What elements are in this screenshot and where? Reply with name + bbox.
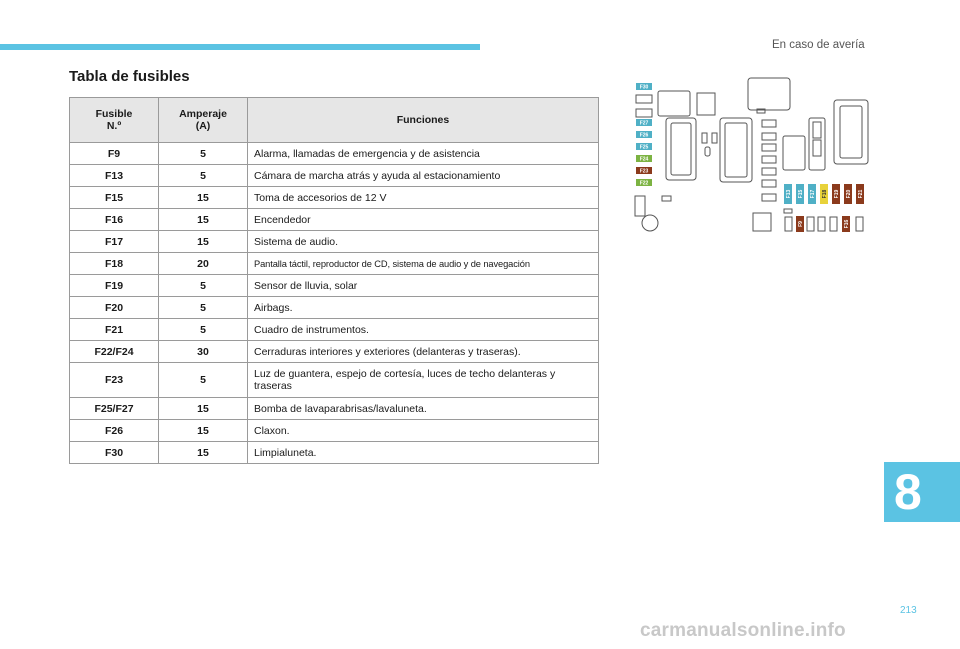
amp-cell: 5: [159, 143, 248, 165]
function-cell: Cerraduras interiores y exteriores (delanteras y traseras).: [248, 341, 599, 363]
amp-cell: 15: [159, 187, 248, 209]
chapter-tab: [884, 462, 960, 522]
fuse-label: F25: [639, 144, 649, 151]
function-cell: Limpialuneta.: [248, 442, 599, 464]
header-fusible: Fusible N.º: [70, 98, 159, 143]
page-title: Tabla de fusibles: [69, 68, 190, 85]
fuse-label: F18: [821, 189, 828, 199]
fuse-cell: F13: [70, 165, 159, 187]
fuse-cell: F9: [70, 143, 159, 165]
fuse-label: F26: [639, 132, 649, 139]
table-row: [70, 253, 599, 275]
table-row: [70, 231, 599, 253]
relay-slot: [783, 136, 805, 170]
function-cell: Sensor de lluvia, solar: [248, 275, 599, 297]
function-cell: Bomba de lavaparabrisas/lavaluneta.: [248, 398, 599, 420]
fuse-label: F16: [843, 219, 850, 229]
amp-cell: 5: [159, 319, 248, 341]
fuse-cell: F23: [70, 363, 159, 398]
amp-cell: 15: [159, 209, 248, 231]
table-row: [70, 297, 599, 319]
function-cell: Alarma, llamadas de emergencia y de asistencia: [248, 143, 599, 165]
amp-cell: 5: [159, 165, 248, 187]
amp-cell: 5: [159, 297, 248, 319]
fuse-label: F22: [639, 180, 649, 187]
fuse-cell: F30: [70, 442, 159, 464]
fuse-slot: [636, 109, 652, 117]
fuse-label: F27: [639, 120, 649, 127]
fuse-cell: F20: [70, 297, 159, 319]
function-cell: Claxon.: [248, 420, 599, 442]
fuse-cell: F26: [70, 420, 159, 442]
amp-cell: 15: [159, 231, 248, 253]
table-row: [70, 143, 599, 165]
amp-cell: 15: [159, 420, 248, 442]
function-cell: Pantalla táctil, reproductor de CD, sistema de audio y de navegación: [248, 253, 599, 275]
function-cell: Sistema de audio.: [248, 231, 599, 253]
fuse-label: F17: [809, 189, 816, 199]
fuse-cell: F25/F27: [70, 398, 159, 420]
section-title: En caso de avería: [772, 39, 865, 51]
header-accent-bar: [0, 44, 480, 50]
fuse-label: F20: [845, 189, 852, 199]
fuse-label: F13: [785, 189, 792, 199]
table-row: [70, 165, 599, 187]
table-row: [70, 341, 599, 363]
header-amperaje: Amperaje (A): [159, 98, 248, 143]
fuse-cell: F17: [70, 231, 159, 253]
amp-cell: 5: [159, 275, 248, 297]
fuse-cell: F22/F24: [70, 341, 159, 363]
relay-slot: [658, 91, 690, 116]
fuse-cell: F18: [70, 253, 159, 275]
fuse-table: [69, 97, 599, 464]
fuse-label: F21: [857, 189, 864, 199]
table-header-row: [70, 98, 599, 143]
relay-slot: [834, 100, 868, 164]
table-row: [70, 319, 599, 341]
fuse-slot: [636, 95, 652, 103]
function-cell: Airbags.: [248, 297, 599, 319]
function-cell: Encendedor: [248, 209, 599, 231]
amp-cell: 20: [159, 253, 248, 275]
table-row: [70, 363, 599, 398]
fuse-label: F19: [833, 189, 840, 199]
chapter-number: 8: [894, 464, 922, 520]
amp-cell: 15: [159, 398, 248, 420]
relay-slot: [697, 93, 715, 115]
function-cell: Cámara de marcha atrás y ayuda al estacionamiento: [248, 165, 599, 187]
fuse-box-diagram: [628, 76, 873, 236]
table-row: [70, 442, 599, 464]
fuse-cell: F16: [70, 209, 159, 231]
function-cell: Toma de accesorios de 12 V: [248, 187, 599, 209]
fuse-label: F30: [639, 84, 649, 91]
watermark: carmanualsonline.info: [640, 620, 846, 641]
amp-cell: 30: [159, 341, 248, 363]
page-number: 213: [900, 605, 917, 616]
fuse-cell: F19: [70, 275, 159, 297]
table-row: [70, 187, 599, 209]
function-cell: Luz de guantera, espejo de cortesía, luces de techo delanteras y traseras: [248, 363, 599, 398]
fuse-label: F24: [639, 156, 649, 163]
fuse-label: F15: [797, 189, 804, 199]
relay-slot: [748, 78, 790, 110]
header-funciones: Funciones: [248, 98, 599, 143]
fuse-cell: F15: [70, 187, 159, 209]
table-row: [70, 420, 599, 442]
table-row: [70, 275, 599, 297]
table-row: [70, 398, 599, 420]
function-cell: Cuadro de instrumentos.: [248, 319, 599, 341]
fuse-label: F9: [797, 221, 804, 227]
amp-cell: 15: [159, 442, 248, 464]
fuse-cell: F21: [70, 319, 159, 341]
fuse-label: F23: [639, 168, 649, 175]
amp-cell: 5: [159, 363, 248, 398]
table-row: [70, 209, 599, 231]
